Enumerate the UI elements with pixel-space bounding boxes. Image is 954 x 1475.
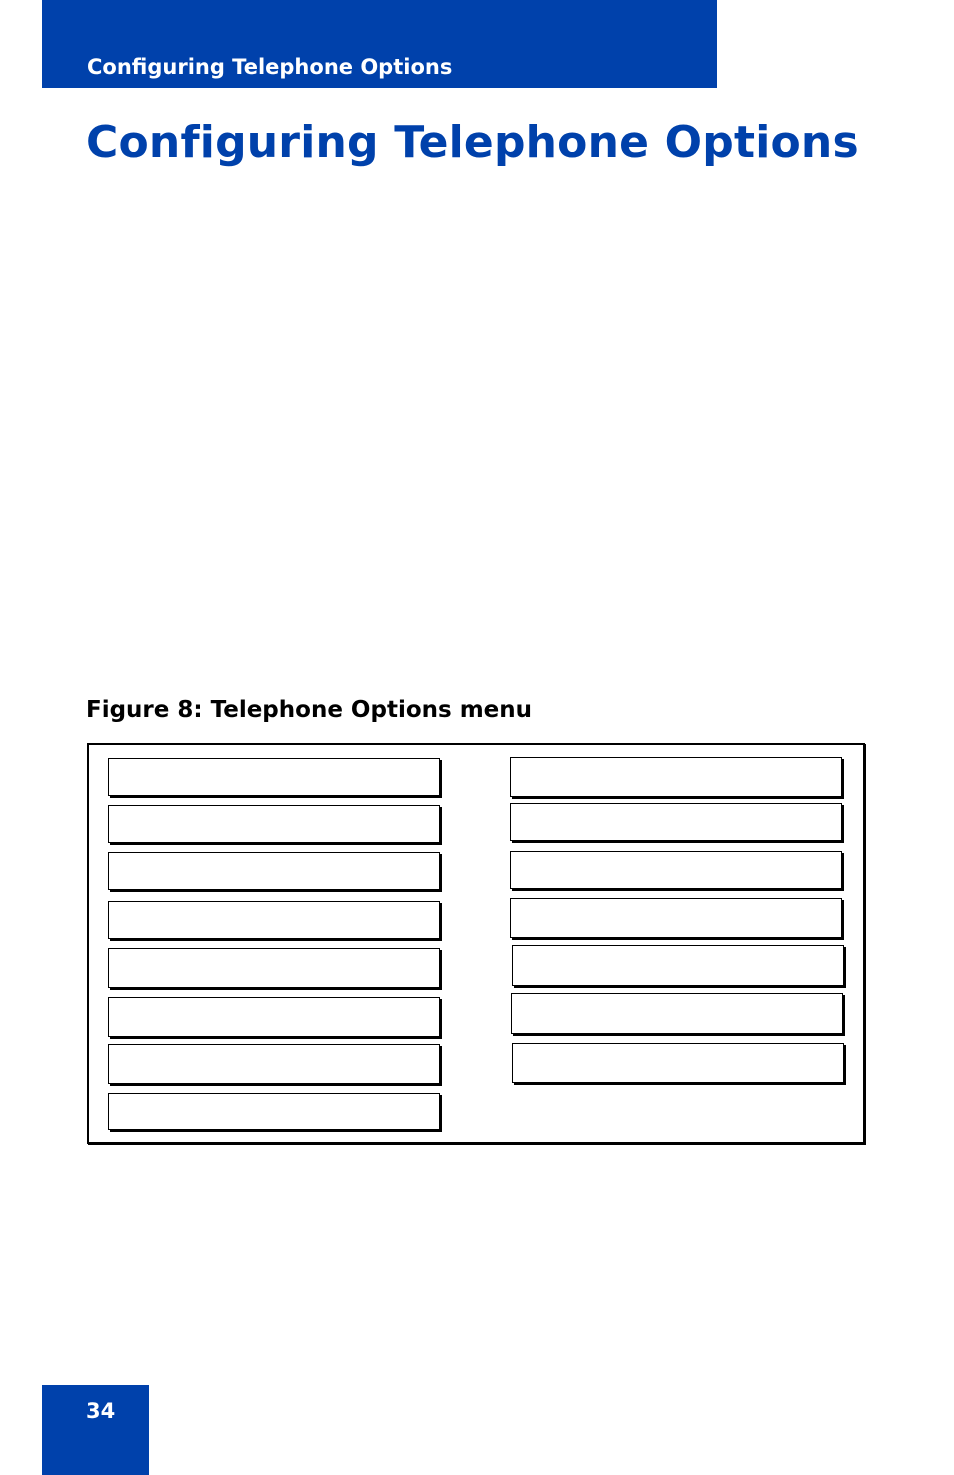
page-title: Configuring Telephone Options (86, 117, 859, 168)
menu-item-left-7[interactable] (108, 1044, 440, 1084)
telephone-options-menu (87, 743, 865, 1144)
menu-item-right-1[interactable] (510, 757, 842, 797)
menu-item-left-6[interactable] (108, 997, 440, 1037)
page-number: 34 (86, 1399, 116, 1423)
header-bar (42, 0, 717, 88)
menu-item-left-4[interactable] (108, 901, 440, 939)
figure-caption: Figure 8: Telephone Options menu (86, 697, 533, 723)
menu-item-left-8[interactable] (108, 1093, 440, 1130)
menu-item-left-5[interactable] (108, 948, 440, 988)
menu-item-right-3[interactable] (510, 851, 842, 889)
menu-item-left-2[interactable] (108, 805, 440, 843)
menu-item-left-1[interactable] (108, 758, 440, 796)
menu-item-right-7[interactable] (512, 1043, 844, 1083)
menu-item-right-6[interactable] (511, 993, 843, 1034)
menu-item-right-5[interactable] (512, 945, 844, 986)
running-header-title: Configuring Telephone Options (87, 55, 453, 79)
menu-item-right-4[interactable] (510, 898, 842, 938)
menu-item-right-2[interactable] (510, 803, 842, 841)
menu-item-left-3[interactable] (108, 852, 440, 890)
footer-page-block (42, 1385, 149, 1475)
